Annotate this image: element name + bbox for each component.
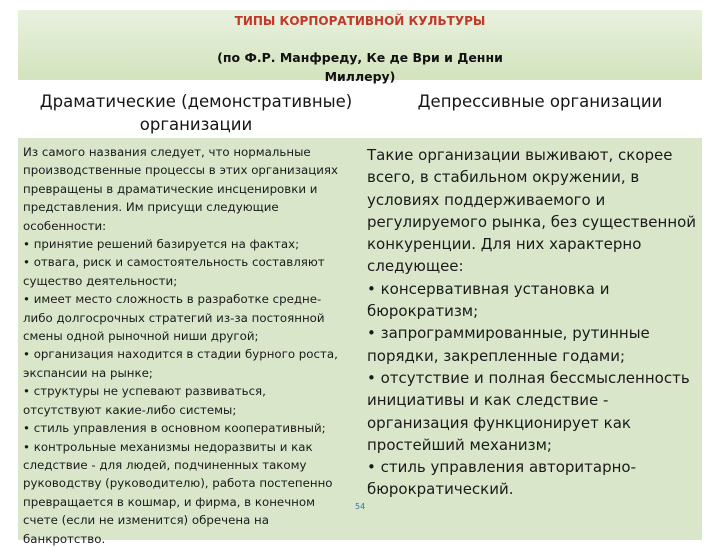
right-column-text (367, 144, 707, 501)
text-line: следствие - для людей, подчиненных такому (23, 457, 307, 472)
text-line: следующее: (367, 257, 464, 276)
text-line: превращается в кошмар, и фирма, в конечном (23, 494, 315, 509)
text-line: • консервативная установка и (367, 279, 610, 298)
text-line: условиях поддерживаемого и (367, 190, 606, 209)
text-line: банкротство. (23, 531, 106, 546)
text-line: Такие организации выживают, скорее (367, 146, 673, 164)
title-band (18, 10, 702, 84)
left-header-line-2: организации (139, 115, 253, 134)
text-line: смены одной рыночной ниши другой; (23, 329, 259, 344)
text-line: производственные процессы в этих организациях (23, 163, 338, 178)
text-line: регулируемого рынка, без существенной (367, 212, 697, 231)
text-line: порядки, закрепленные годами; (367, 346, 626, 365)
text-line: инициативы и как следствие - (367, 391, 609, 410)
left-header-line-1: Драматические (демонстративные) (39, 92, 353, 111)
text-line: • контрольные механизмы недоразвиты и как (23, 439, 313, 454)
text-line: представления. Им присущи следующие (23, 200, 279, 215)
text-line: • запрограммированные, рутинные (367, 324, 650, 343)
page-number: 54 (355, 502, 366, 511)
text-line: • организация находится в стадии бурного роста, (23, 347, 338, 362)
text-line: существо деятельности; (23, 273, 178, 288)
text-line: организация функционирует как (367, 413, 631, 432)
left-column-header (20, 90, 372, 136)
slide-title: ТИПЫ КОРПОРАТИВНОЙ КУЛЬТУРЫ (234, 14, 486, 28)
right-column-header: Депрессивные организации (417, 92, 663, 111)
text-line: • структуры не успевают развиваться, (23, 384, 266, 399)
text-line: • принятие решений базируется на фактах; (23, 237, 300, 252)
text-line: отсутствуют какие-либо системы; (23, 402, 237, 417)
subtitle-line-1: (по Ф.Р. Манфреду, Ке де Ври и Денни (217, 50, 503, 65)
text-line: превращены в драматические инсценировки и (23, 181, 318, 196)
text-line: счете (если не изменится) обречена на (23, 513, 270, 528)
slide-subtitle (18, 48, 702, 86)
text-line: бюрократический. (367, 480, 514, 499)
text-line: всего, в стабильном окружении, в (367, 168, 640, 187)
text-line: бюрократизм; (367, 302, 479, 321)
text-line: простейший механизм; (367, 435, 552, 454)
text-line: Из самого названия следует, что нормальные (23, 145, 311, 159)
text-line: • имеет место сложность в разработке средне- (23, 292, 322, 307)
left-column-text (23, 143, 366, 548)
text-line: • стиль управления в основном кооперативный; (23, 421, 326, 436)
text-line: • отвага, риск и самостоятельность составляют (23, 255, 325, 270)
text-line: • отсутствие и полная бессмысленность (367, 368, 690, 387)
text-line: особенности: (23, 218, 107, 233)
subtitle-line-2: Миллеру) (324, 69, 396, 84)
text-line: • стиль управления авторитарно- (367, 458, 637, 477)
text-line: руководству (руководителю), работа постепенно (23, 476, 333, 491)
text-line: экспансии на рынке; (23, 365, 153, 380)
text-line: конкуренции. Для них характерно (367, 235, 642, 254)
text-line: либо долгосрочных стратегий из-за постоянной (23, 310, 325, 325)
